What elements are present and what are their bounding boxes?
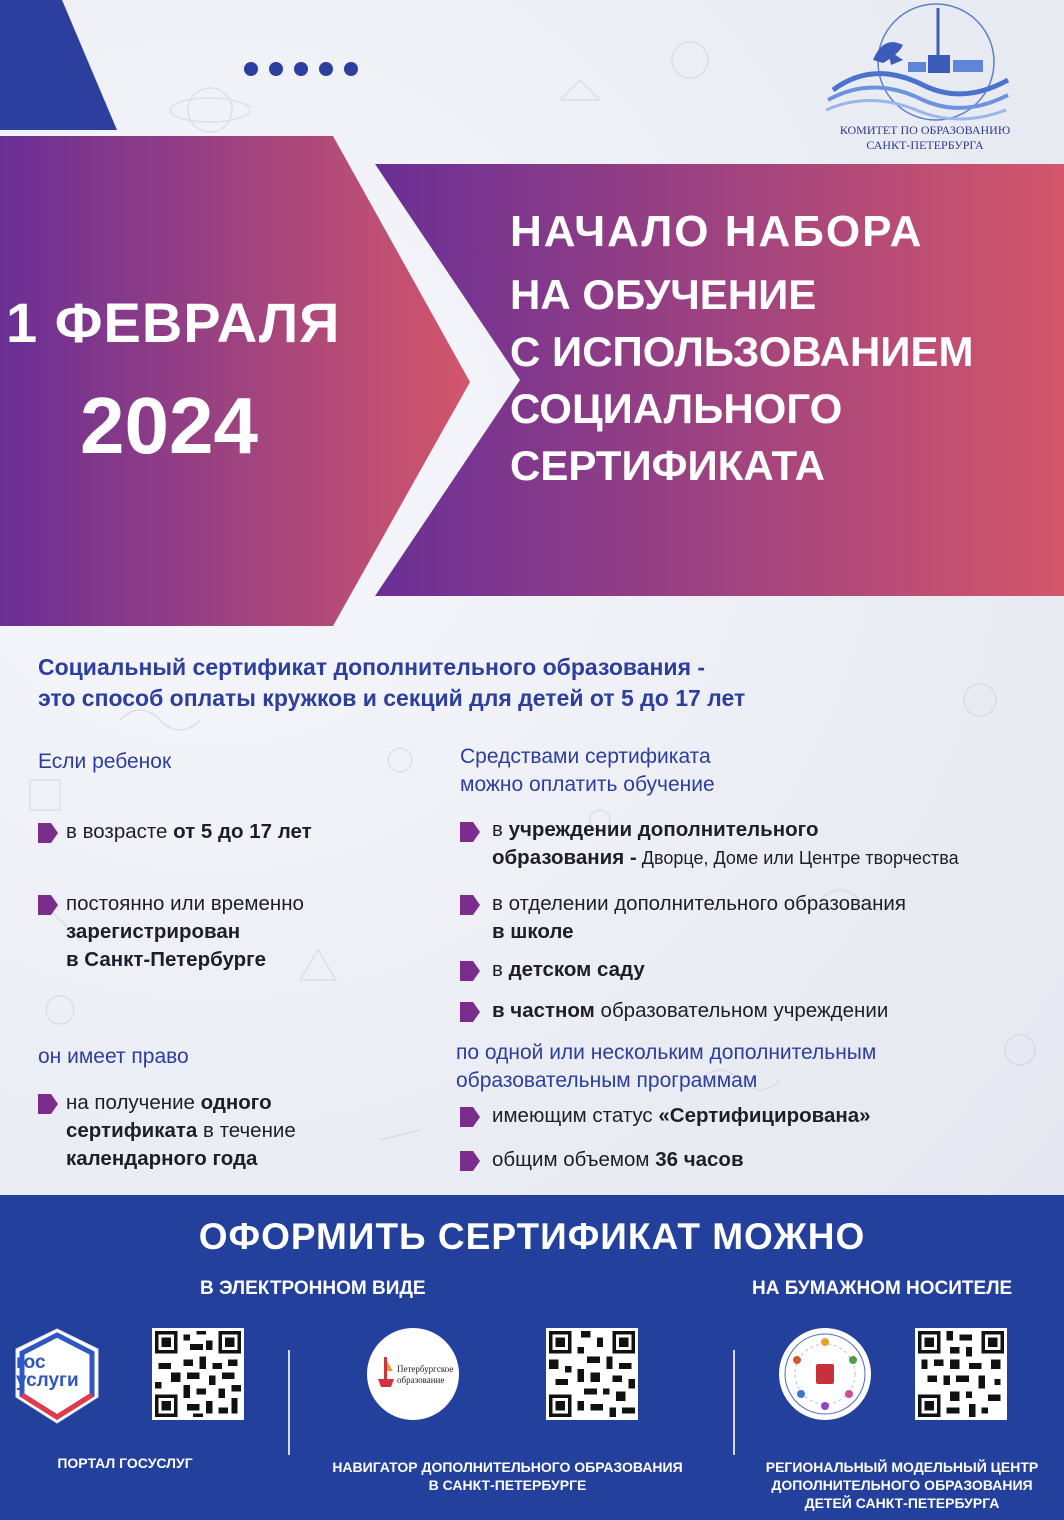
list-item-institution: в учреждении дополнительного образования - Дворце, Доме или Центре творчества [492, 818, 959, 869]
footer-divider [288, 1350, 290, 1455]
headline-title: НАЧАЛО НАБОРА [510, 207, 924, 256]
bullet-icon [38, 823, 58, 843]
caption-gosuslugi: ПОРТАЛ ГОСУСЛУГ [57, 1455, 193, 1471]
list-item-hours: общим объемом 36 часов [492, 1148, 744, 1171]
footer-title: ОФОРМИТЬ СЕРТИФИКАТ МОЖНО [198, 1216, 866, 1257]
qr-code-regional-center[interactable] [915, 1328, 1007, 1420]
logo-caption: КОМИТЕТ ПО ОБРАЗОВАНИЮ САНКТ-ПЕТЕРБУРГА [839, 123, 1011, 152]
bullet-icon [460, 1002, 480, 1022]
footer-paper-label: НА БУМАЖНОМ НОСИТЕЛЕ [752, 1278, 1013, 1299]
section-label-right: он имеет право [38, 1045, 189, 1068]
petersburg-education-text: Петербургское образование [397, 1364, 454, 1385]
list-item-school: в отделении дополнительного образования в школе [492, 892, 906, 943]
footer-divider [733, 1350, 735, 1455]
regional-center-emblem [779, 1328, 871, 1420]
footer-electronic-label: В ЭЛЕКТРОННОМ ВИДЕ [200, 1278, 426, 1299]
list-item-age: в возрасте от 5 до 17 лет [66, 820, 312, 843]
headline-line: НА ОБУЧЕНИЕ [510, 271, 817, 318]
caption-regional-center: РЕГИОНАЛЬНЫЙ МОДЕЛЬНЫЙ ЦЕНТР ДОПОЛНИТЕЛЬНОГО ОБРАЗОВАНИЯ ДЕТЕЙ САНКТ-ПЕТЕРБУРГА [765, 1459, 1039, 1511]
list-item-one-certificate: на получение одного сертификата в течение календарного года [66, 1091, 296, 1170]
intro-text: Социальный сертификат дополнительного образования - это способ оплаты кружков и секций для детей от 5 до 17 лет [38, 654, 746, 711]
bullet-icon [38, 895, 58, 915]
headline-line: С ИСПОЛЬЗОВАНИЕМ [510, 328, 974, 375]
gosuslugi-logo-text: гос услуги [16, 1352, 79, 1391]
bullet-icon [460, 1107, 480, 1127]
ship-icon [377, 1357, 395, 1391]
qr-code-gosuslugi[interactable] [152, 1328, 244, 1420]
bullet-icon [38, 1094, 58, 1114]
section-label-if-child: Если ребенок [38, 750, 172, 773]
headline [510, 204, 1060, 494]
headline-line: СОЦИАЛЬНОГО [510, 385, 843, 432]
bullet-icon [460, 895, 480, 915]
list-item-kindergarten: в детском саду [492, 958, 645, 981]
date-year: 2024 [80, 381, 258, 470]
list-item-registered: постоянно или временно зарегистрирован в Санкт-Петербурге [66, 892, 304, 971]
list-item-certified: имеющим статус «Сертифицирована» [492, 1104, 871, 1127]
section-label-programs: по одной или нескольким дополнительным образовательным программам [456, 1041, 877, 1092]
qr-code-navigator[interactable] [546, 1328, 638, 1420]
bullet-icon [460, 961, 480, 981]
section-label-pay: Средствами сертификата можно оплатить обучение [460, 745, 715, 796]
list-item-private: в частном образовательном учреждении [492, 999, 889, 1022]
bullet-icon [460, 1151, 480, 1171]
date-day-month: 1 ФЕВРАЛЯ [6, 291, 341, 354]
caption-navigator: НАВИГАТОР ДОПОЛНИТЕЛЬНОГО ОБРАЗОВАНИЯ В САНКТ-ПЕТЕРБУРГЕ [332, 1459, 683, 1493]
bullet-icon [460, 822, 480, 842]
headline-line: СЕРТИФИКАТА [510, 442, 825, 489]
